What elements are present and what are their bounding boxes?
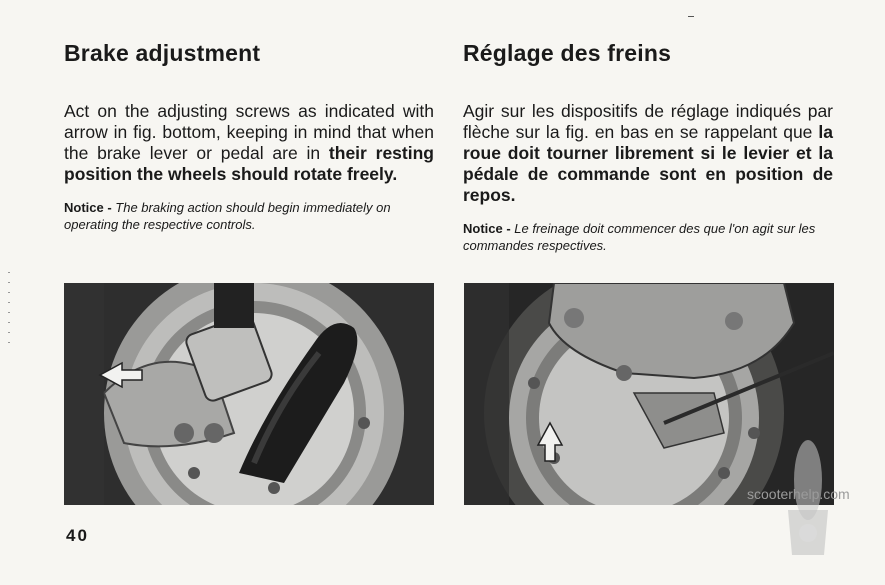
english-column <box>64 40 444 233</box>
front-brake-photo <box>64 283 434 505</box>
french-notice: Notice - Le freinage doit commencer des que l'on agit sur les commandes respectives. <box>463 221 816 253</box>
english-notice: Notice - The braking action should begin immediately on operating the respective controls. <box>64 200 391 232</box>
page-mark <box>688 16 694 17</box>
watermark-text: scooterhelp.com <box>747 486 850 502</box>
english-title: Brake adjustment <box>64 40 261 66</box>
margin-ticks <box>8 272 10 352</box>
scooter-logo-icon <box>778 430 838 575</box>
french-instructions: Agir sur les dispositifs de réglage indiqués par flèche sur la fig. en bas en se rappelant que la roue doit tourner librement si le levier et la pédale de commande sont en position de repos. <box>463 101 833 205</box>
french-column <box>463 40 843 254</box>
brake-drum-photo-icon <box>64 283 434 505</box>
english-instructions: Act on the adjusting screws as indicated with arrow in fig. bottom, keeping in mind that when the brake lever or pedal are in their resting position the wheels should rotate freely. <box>64 101 434 184</box>
french-title: Réglage des freins <box>463 40 672 66</box>
page-number: 40 <box>66 526 89 545</box>
